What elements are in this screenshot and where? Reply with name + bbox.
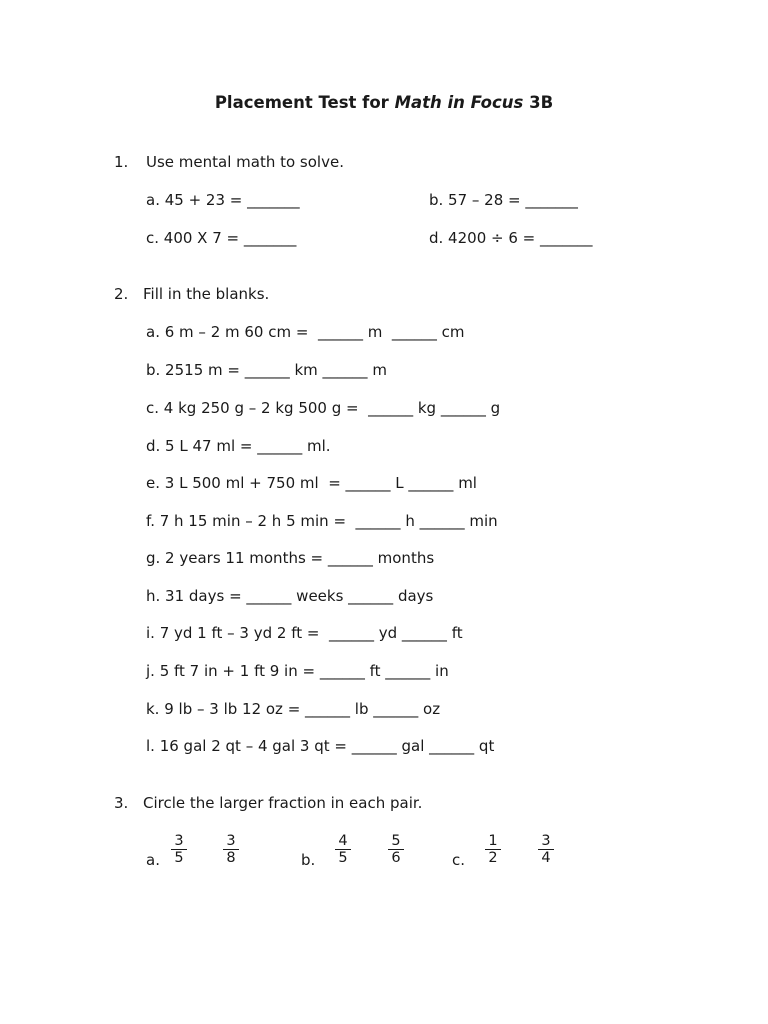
q2-item-e: e. 3 L 500 ml + 750 ml = ______ L ______ ml: [146, 474, 477, 492]
pair-b-fraction-2-numerator: 5: [388, 833, 404, 850]
pair-a-fraction-1-denominator: 5: [174, 850, 184, 866]
pair-a-fraction-2: [223, 833, 239, 867]
title-suffix: 3B: [523, 93, 554, 112]
pair-a-fraction-2-numerator: 3: [223, 833, 239, 850]
pair-c-fraction-1-numerator: 1: [485, 833, 501, 850]
q2-item-d: d. 5 L 47 ml = ______ ml.: [146, 437, 331, 455]
pair-c-fraction-2: [538, 833, 554, 867]
q2-item-g: g. 2 years 11 months = ______ months: [146, 549, 435, 567]
q2-item-l: l. 16 gal 2 qt – 4 gal 3 qt = ______ gal ______ qt: [146, 737, 495, 755]
question-2-prompt: Fill in the blanks.: [143, 285, 270, 303]
pair-b-fraction-1-denominator: 5: [338, 850, 348, 866]
pair-a-fraction-2-denominator: 8: [226, 850, 236, 866]
q1-item-d: d. 4200 ÷ 6 = _______: [429, 229, 593, 247]
pair-c-label: c.: [452, 851, 466, 869]
pair-a-fraction-1: [171, 833, 187, 867]
pair-b-fraction-2: [388, 833, 404, 867]
q2-item-j: j. 5 ft 7 in + 1 ft 9 in = ______ ft ______ in: [146, 662, 449, 680]
question-1-number: 1.: [114, 153, 129, 171]
question-3-number: 3.: [114, 794, 129, 812]
question-1-prompt: Use mental math to solve.: [146, 153, 344, 171]
q2-item-c: c. 4 kg 250 g – 2 kg 500 g = ______ kg ______ g: [146, 399, 501, 417]
pair-b-fraction-1: [335, 833, 351, 867]
pair-c-fraction-2-numerator: 3: [538, 833, 554, 850]
q1-item-a: a. 45 + 23 = _______: [146, 191, 300, 209]
title-italic: Math in Focus: [394, 93, 524, 112]
pair-a-fraction-1-numerator: 3: [171, 833, 187, 850]
pair-b-fraction-2-denominator: 6: [391, 850, 401, 866]
pair-c-fraction-1-denominator: 2: [488, 850, 498, 866]
pair-b-fraction-1-numerator: 4: [335, 833, 351, 850]
pair-c-fraction-1: [485, 833, 501, 867]
q1-item-c: c. 400 X 7 = _______: [146, 229, 297, 247]
q2-item-i: i. 7 yd 1 ft – 3 yd 2 ft = ______ yd ______ ft: [146, 624, 463, 642]
q2-item-k: k. 9 lb – 3 lb 12 oz = ______ lb ______ oz: [146, 700, 441, 718]
question-2-number: 2.: [114, 285, 129, 303]
q2-item-a: a. 6 m – 2 m 60 cm = ______ m ______ cm: [146, 323, 465, 341]
q1-item-b: b. 57 – 28 = _______: [429, 191, 578, 209]
q2-item-h: h. 31 days = ______ weeks ______ days: [146, 587, 434, 605]
q2-item-b: b. 2515 m = ______ km ______ m: [146, 361, 387, 379]
title-prefix: Placement Test for: [214, 93, 395, 112]
q2-item-f: f. 7 h 15 min – 2 h 5 min = ______ h ______ min: [146, 512, 498, 530]
pair-a-label: a.: [146, 851, 160, 869]
page-title: [0, 93, 768, 112]
pair-c-fraction-2-denominator: 4: [541, 850, 551, 866]
pair-b-label: b.: [301, 851, 316, 869]
question-3-prompt: Circle the larger fraction in each pair.: [143, 794, 423, 812]
